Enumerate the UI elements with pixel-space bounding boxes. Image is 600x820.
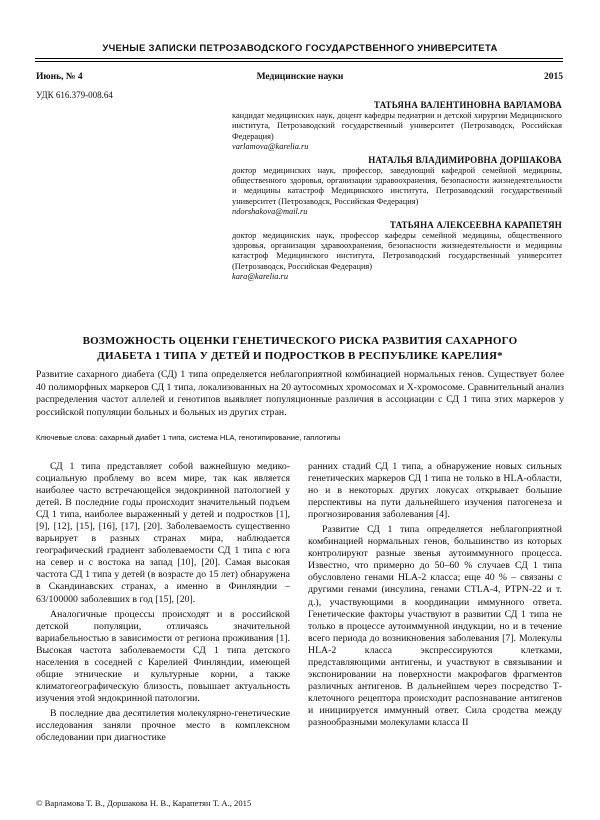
body-paragraph: Аналогичные процессы происходят и в российской детской популяции, отличаясь значительной вариабельностью в зависимости от региона проживания [1]. Высокая частота заболеваемости СД 1 типа детского населения в соседней с Карелией Финляндии, имеющей общие этнические и культурные корни, а также климатогеографическую близость, повышает актуальность изучения этой эндокринной патологии. [36,608,290,704]
author-affiliation: доктор медицинских наук, профессор, заведующий кафедрой семейной медицины, общественного здоровья, организации здравоохранения, безопасности жизнедеятельности и медицины катастроф Медицинского института, Петрозаводский государственный университет (Петрозаводск, Российская Федерация) [232,165,562,206]
journal-title: УЧЕНЫЕ ЗАПИСКИ ПЕТРОЗАВОДСКОГО ГОСУДАРСТВЕННОГО УНИВЕРСИТЕТА [102,43,498,54]
body-paragraph: Развитие СД 1 типа определяется неблагоприятной комбинацией нормальных генов, большинство из которых контролируют разные звенья аутоиммунного процесса. Известно, что примерно до 50–60 % случаев СД 1 типа обусловлено генами HLA-2 класса; еще 40 % – связаны с другими генами (инсулина, генами CTLA-4, PTPN-22 и т. д.), участвующими в координации иммунного ответа. Генетические факторы участвуют в развитии СД 1 типа не только в процессе аутоиммунной индукции, но и в течение всего периода до возникновения заболевания [7]. Молекулы HLA-2 класса экспрессируются клетками, представляющими антигены, и участвуют в связывании и экспонировании на поверхности макрофагов фрагментов различных антигенов. В дальнейшем через посредство Т-клеточного рецептора происходит распознавание антигенов и инициируется иммунный ответ. Сила сродства между разнообразными молекулами класса II [308,524,562,728]
article-title-line-1: ВОЗМОЖНОСТЬ ОЦЕНКИ ГЕНЕТИЧЕСКОГО РИСКА РАЗВИТИЯ САХАРНОГО [82,335,518,347]
article-title-line-2: ДИАБЕТА 1 ТИПА У ДЕТЕЙ И ПОДРОСТКОВ В РЕСПУБЛИКЕ КАРЕЛИЯ* [97,350,503,362]
header-rule-top [35,58,563,59]
header-rule-bottom [35,61,563,62]
body-column-left [36,461,290,747]
authors-block [232,99,562,284]
author-block [232,154,562,218]
issue-label: Июнь, № 4 [36,72,83,82]
author-affiliation: доктор медицинских наук, профессор кафедры семейной медицины, общественного здоровья, организации здравоохранения, безопасности жизнедеятельности и медицины катастроф Медицинского института, Петрозаводский государственный университет (Петрозаводск, Российская Федерация) [232,230,562,271]
body-paragraph: В последние два десятилетия молекулярно-генетические исследования заняли прочное место в комплексном обследовании при диагностике [36,707,290,744]
year-label: 2015 [544,72,563,82]
author-name: ТАТЬЯНА ВАЛЕНТИНОВНА ВАРЛАМОВА [373,100,562,110]
author-email[interactable]: ndorshakova@mail.ru [232,207,308,217]
author-block [232,99,562,153]
section-label: Медицинские науки [256,72,344,82]
udk-code: УДК 616.379-008.64 [36,90,113,100]
author-block [232,219,562,283]
author-name: НАТАЛЬЯ ВЛАДИМИРОВНА ДОРШАКОВА [368,154,562,165]
body-column-right [308,461,562,732]
author-email[interactable]: varlamova@karelia.ru [232,142,309,152]
keywords: Ключевые слова: сахарный диабет 1 типа, система HLA, генотипирование, гаплотипы [36,433,341,442]
author-affiliation: кандидат медицинских наук, доцент кафедры педиатрии и детской хирургии Медицинского института, Петрозаводский государственный университет (Петрозаводск, Российская Федерация) [232,111,562,141]
abstract: Развитие сахарного диабета (СД) 1 типа определяется неблагоприятной комбинацией нормальных генов. Существует более 40 полиморфных маркеров СД 1 типа, локализованных на 20 аутосомных хромосомах и X-хромосоме. Сравнительный анализ распределения частот аллелей и генотипов выявляет популяционные различия в ассоциации с СД 1 типа этих маркеров у российской популяции больных и больных из других стран. [36,369,564,418]
body-paragraph: ранних стадий СД 1 типа, а обнаружение новых сильных генетических маркеров СД 1 типа не только в HLA-области, но и в некоторых других локусах открывает большие перспективы на пути дальнейшего изучения патогенеза и прогнозирования заболевания [4]. [308,461,562,521]
article-title [36,334,564,364]
copyright-notice: © Варламова Т. В., Доршакова Н. В., Карапетян Т. А., 2015 [36,798,252,808]
author-name: ТАТЬЯНА АЛЕКСЕЕВНА КАРАПЕТЯН [389,219,562,230]
body-paragraph: СД 1 типа представляет собой важнейшую медико-социальную проблему во всем мире, так как является наиболее часто встречающейся эндокринной патологией у детей. В последние годы происходит значительный подъем СД 1 типа, наиболее выраженный у детей и подростков [1], [9], [12], [15], [16], [17], [20]. Заболеваемость существенно варьирует в разных странах мира, наблюдается географический градиент заболеваемости СД 1 типа с юга на север и с востока на запад [10], [20]. Самая высокая частота СД 1 типа у детей (в возрасте до 15 лет) обнаружена в Скандинавских странах, а именно в Финляндии – 63/100000 заболевших в год [15], [20]. [36,461,290,605]
author-email[interactable]: kara@karelia.ru [232,272,289,282]
